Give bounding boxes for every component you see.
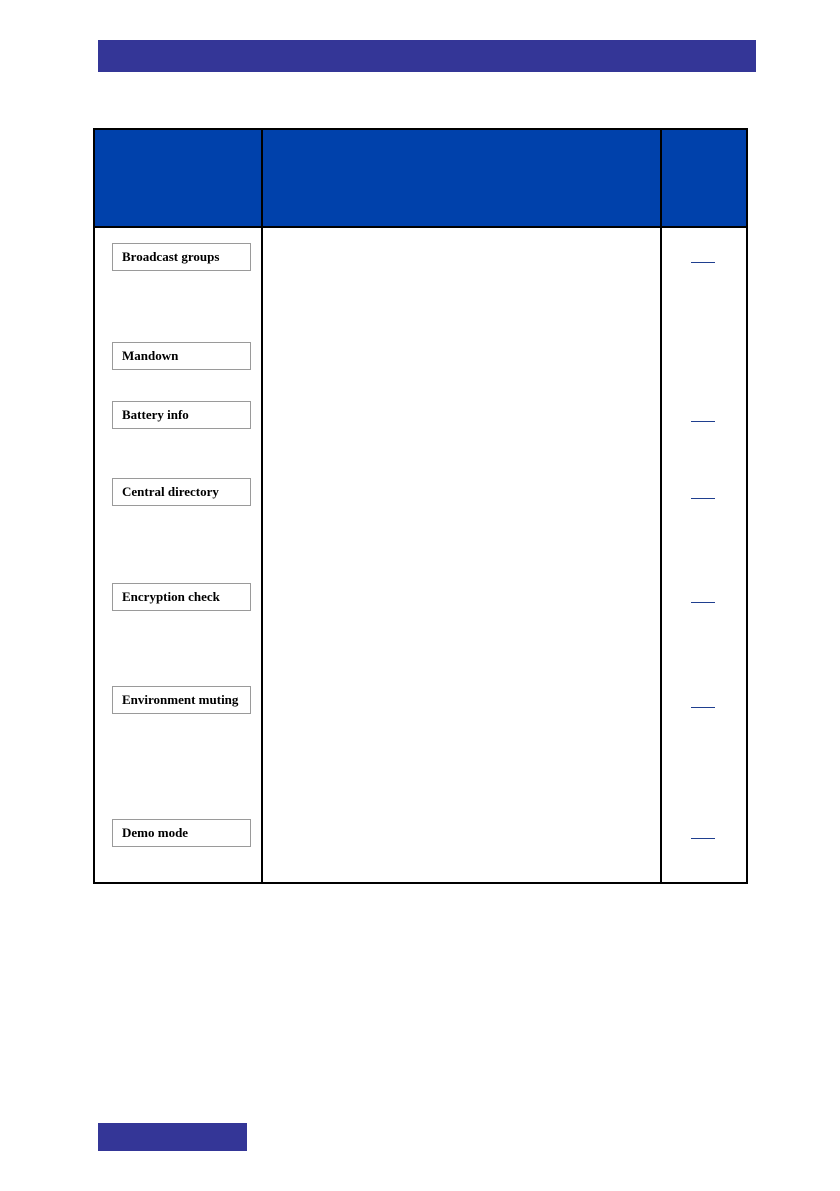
page-reference-link[interactable] bbox=[691, 486, 715, 499]
page-reference-link[interactable] bbox=[691, 590, 715, 603]
feature-label-environment-muting: Environment muting bbox=[112, 686, 251, 714]
page-reference-link[interactable] bbox=[691, 695, 715, 708]
feature-label-encryption-check: Encryption check bbox=[112, 583, 251, 611]
column-divider bbox=[261, 130, 263, 882]
table-header-row bbox=[95, 130, 746, 228]
page-footer-bar bbox=[98, 1123, 247, 1151]
page-reference-link[interactable] bbox=[691, 409, 715, 422]
feature-table bbox=[93, 128, 748, 884]
feature-label-central-directory: Central directory bbox=[112, 478, 251, 506]
page-header-bar bbox=[98, 40, 756, 72]
page-reference-link[interactable] bbox=[691, 826, 715, 839]
column-divider bbox=[660, 130, 662, 882]
page-reference-link[interactable] bbox=[691, 250, 715, 263]
feature-label-broadcast-groups: Broadcast groups bbox=[112, 243, 251, 271]
feature-label-mandown: Mandown bbox=[112, 342, 251, 370]
feature-label-battery-info: Battery info bbox=[112, 401, 251, 429]
feature-label-demo-mode: Demo mode bbox=[112, 819, 251, 847]
